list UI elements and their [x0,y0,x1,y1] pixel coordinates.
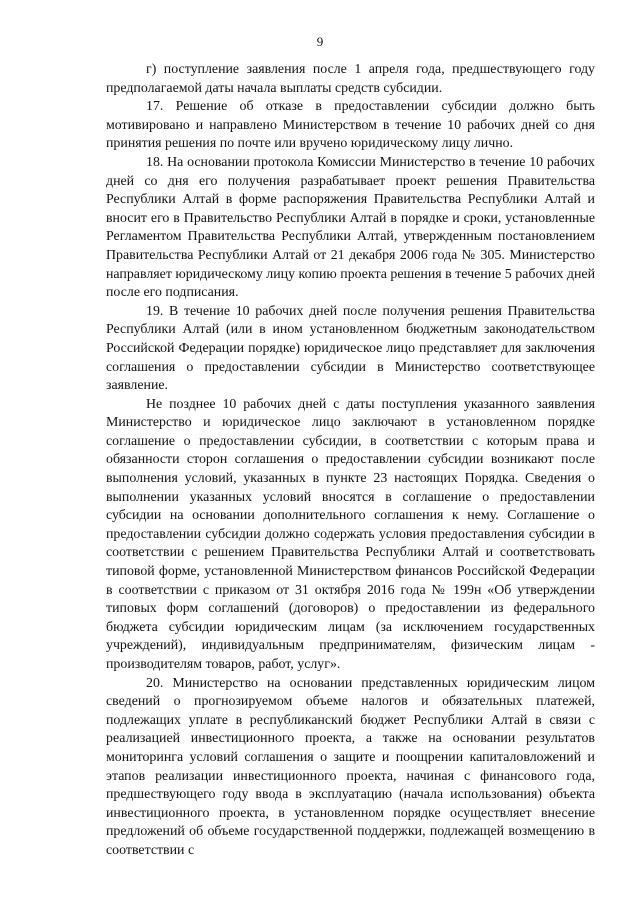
paragraph-20: 20. Министерство на основании представленных юридическим лицом сведений о прогнозируемом объеме налогов и обязательных платежей, подлежащих уплате в республиканский бюджет Республики Алтай в связи с реализацией инвестиционного проекта, а также на основании результатов мониторинга условий соглашения о защите и поощрении капиталовложений и этапов реализации инвестиционного проекта, начиная с финансового года, предшествующего году ввода в эксплуатацию (начала использования) объекта инвестиционного проекта, в установленном порядке осуществляет внесение предложений об объеме государственной поддержки, подлежащей возмещению в соответствии с [106,675,595,858]
page-body [106,61,595,861]
paragraph-19: 19. В течение 10 рабочих дней после получения решения Правительства Республики Алтай (или в ином установленном бюджетным законодательством Российской Федерации порядке) юридическое лицо представляет для заключения соглашения о предоставлении субсидии в Министерство соответствующее заявление. [106,303,595,394]
paragraph-clause-g: г) поступление заявления после 1 апреля года, предшествующего году предполагаемой даты начала выплаты средств субсидии. [106,62,595,96]
paragraph-19-agreement: Не позднее 10 рабочих дней с даты поступления указанного заявления Министерство и юридическое лицо заключают в установленном порядке соглашение о предоставлении субсидии, в соответствии с которым права и обязанности сторон соглашения о предоставлении субсидии возникают после выполнения условий, указанных в пункте 23 настоящих Порядка. Сведения о выполнении указанных условий вносятся в соглашение о предоставлении субсидии на основании дополнительного соглашения к нему. Соглашение о предоставлении субсидии должно содержать условия предоставления субсидии в соответствии с решением Правительства Республики Алтай и соответствовать типовой форме, установленной Министерством финансов Российской Федерации в соответствии с приказом от 31 октября 2016 года № 199н «Об утверждении типовых форм соглашений (договоров) о предоставлении из федерального бюджета субсидии юридическим лицам (за исключением государственных учреждений), индивидуальным предпринимателям, физическим лицам - производителям товаров, работ, услуг». [106,396,595,672]
paragraph-17: 17. Решение об отказе в предоставлении субсидии должно быть мотивировано и направлено Министерством в течение 10 рабочих дней со дня принятия решения по почте или вручено юридическому лицу лично. [106,99,595,152]
page-number: 9 [316,34,324,49]
paragraph-18: 18. На основании протокола Комиссии Министерство в течение 10 рабочих дней со дня его получения разрабатывает проект решения Правительства Республики Алтай в форме распоряжения Правительства Республики Алтай и вносит его в Правительство Республики Алтай в порядке и сроки, установленные Регламентом Правительства Республики Алтай, утвержденным постановлением Правительства Республики Алтай от 21 декабря 2006 года № 305. Министерство направляет юридическому лицу копию проекта решения в течение 5 рабочих дней после его подписания. [106,154,595,301]
